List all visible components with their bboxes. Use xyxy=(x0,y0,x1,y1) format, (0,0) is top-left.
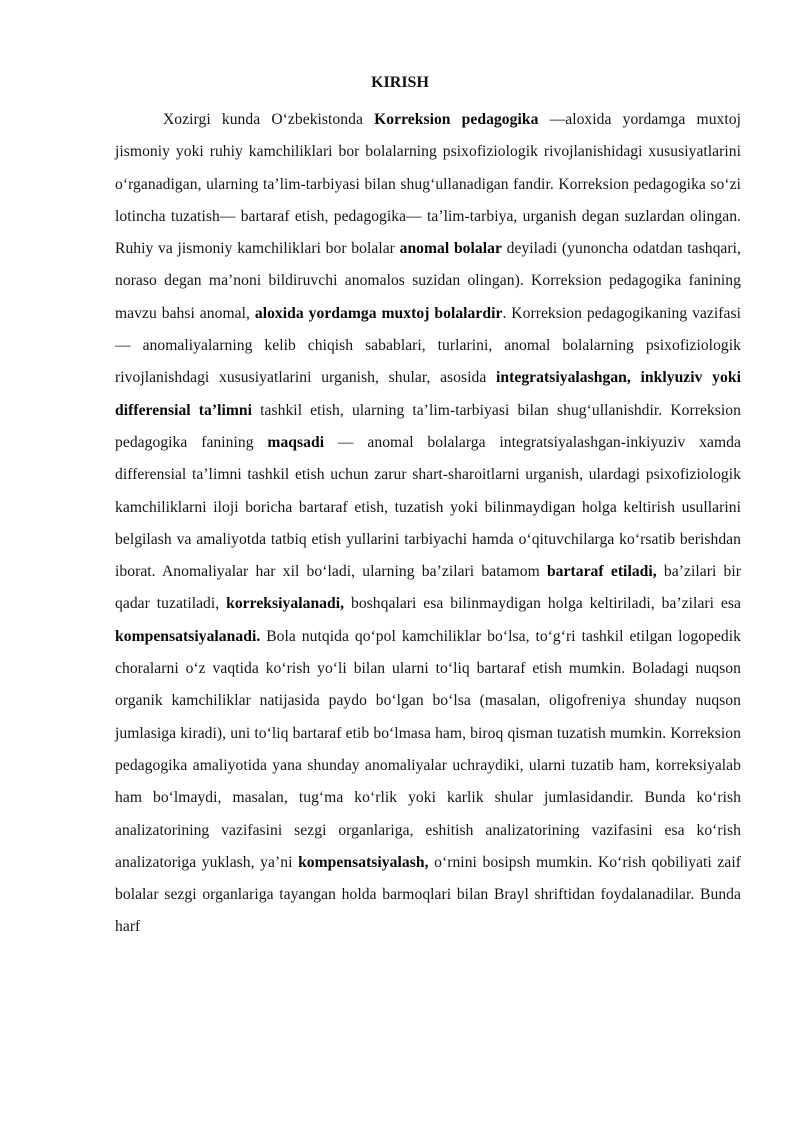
bold-term: anomal bolalar xyxy=(399,240,502,258)
text-run: deyiladi (yunoncha odatdan tashqari, noraso degan ma’noni bildiruvchi anomalos suzidan olingan). Korreksion pedagogika fanining mavzu bahsi anomal, xyxy=(115,240,741,322)
bold-term: korreksiyalanadi, xyxy=(226,595,345,613)
text-run: boshqalari esa bilinmaydigan holga keltiriladi, ba’zilari esa xyxy=(344,595,741,613)
text-run: ba’zilari bir qadar tuzatiladi, xyxy=(115,563,741,613)
text-run: —aloxida yordamga muxtoj jismoniy yoki ruhiy kamchiliklari bor bolalarning psixofiziologik rivojlanishidagi xususiyatlarini o‘rganadigan, ularning ta’lim-tarbiyasi bilan shug‘ullanadigan fandir. Korreksion pedagogika so‘zi lotincha tuzatish— bartaraf etish, pedagogika— ta’lim-tarbiya, urganish degan suzlardan olingan. Ruhiy va jismoniy kamchiliklari bor bolalar xyxy=(115,111,741,258)
text-run: Bola nutqida qo‘pol kamchiliklar bo‘lsa, to‘g‘ri tashkil etilgan logopedik choralarni o‘z vaqtida ko‘rish yo‘li bilan ularni to‘liq bartaraf etish mumkin. Boladagi nuqson organik kamchiliklar natijasida paydo bo‘lgan bo‘lsa (masalan, oligofreniya shunday nuqson jumlasiga kiradi), uni to‘liq bartaraf etib bo‘lmasa ham, biroq qisman tuzatish mumkin. Korreksion pedagogika amaliyotida yana shunday anomaliyalar uchraydiki, ularni tuzatib ham, korreksiyalab ham bo‘lmaydi, masalan, tug‘ma ko‘rlik yoki karlik shular jumlasidandir. Bunda ko‘rish analizatorining vazifasini sezgi organlariga, eshitish analizatorining vazifasini esa ko‘rish analizatoriga yuklash, ya’ni xyxy=(115,627,741,871)
bold-term: Korreksion pedagogika xyxy=(374,111,539,128)
bold-term: aloxida yordamga muxtoj bolalardir xyxy=(254,304,503,322)
bold-term: integratsiyalashgan, inklyuziv yoki differensial ta’limni xyxy=(115,369,741,419)
bold-term: kompensatsiyalanadi. xyxy=(115,627,261,645)
text-run: Xozirgi kunda O‘zbekistonda xyxy=(163,111,375,128)
body-paragraph xyxy=(115,104,741,944)
bold-term: kompensatsiyalash, xyxy=(298,853,429,871)
text-run: . Korreksion pedagogikaning vazifasi — anomaliyalarning kelib chiqish sabablari, turlarini, anomal bolalarning psixofiziologik rivojlanishdagi xususiyatlarini urganish, shular, asosida xyxy=(115,304,741,387)
bold-term: bartaraf etiladi, xyxy=(546,563,657,581)
text-run: o‘rnini bosipsh mumkin. Ko‘rish qobiliyati zaif bolalar sezgi organlariga tayangan holda barmoqlari bilan Brayl shriftidan foydalanadilar. Bunda harf xyxy=(115,853,741,936)
text-run: — anomal bolalarga integratsiyalashgan-inkiyuziv xamda differensial ta’limni tashkil etish uchun zarur shart-sharoitlarni urganish, ulardagi psixofiziologik kamchiliklarni iloji boricha bartaraf etish, tuzatish yoki bilinmaydigan holga keltirish usullarini belgilash va amaliyotda tatbiq etish yullarini tarbiyachi hamda o‘qituvchilarga ko‘rsatib berishdan iborat. Anomaliyalar har xil bo‘ladi, ularning ba’zilari batamom xyxy=(115,433,741,581)
page-title: KIRISH xyxy=(371,74,429,91)
bold-term: maqsadi xyxy=(267,433,325,451)
text-run: tashkil etish, ularning ta’lim-tarbiyasi bilan shug‘ullanishdir. Korreksion pedagogika fanining xyxy=(115,401,741,451)
